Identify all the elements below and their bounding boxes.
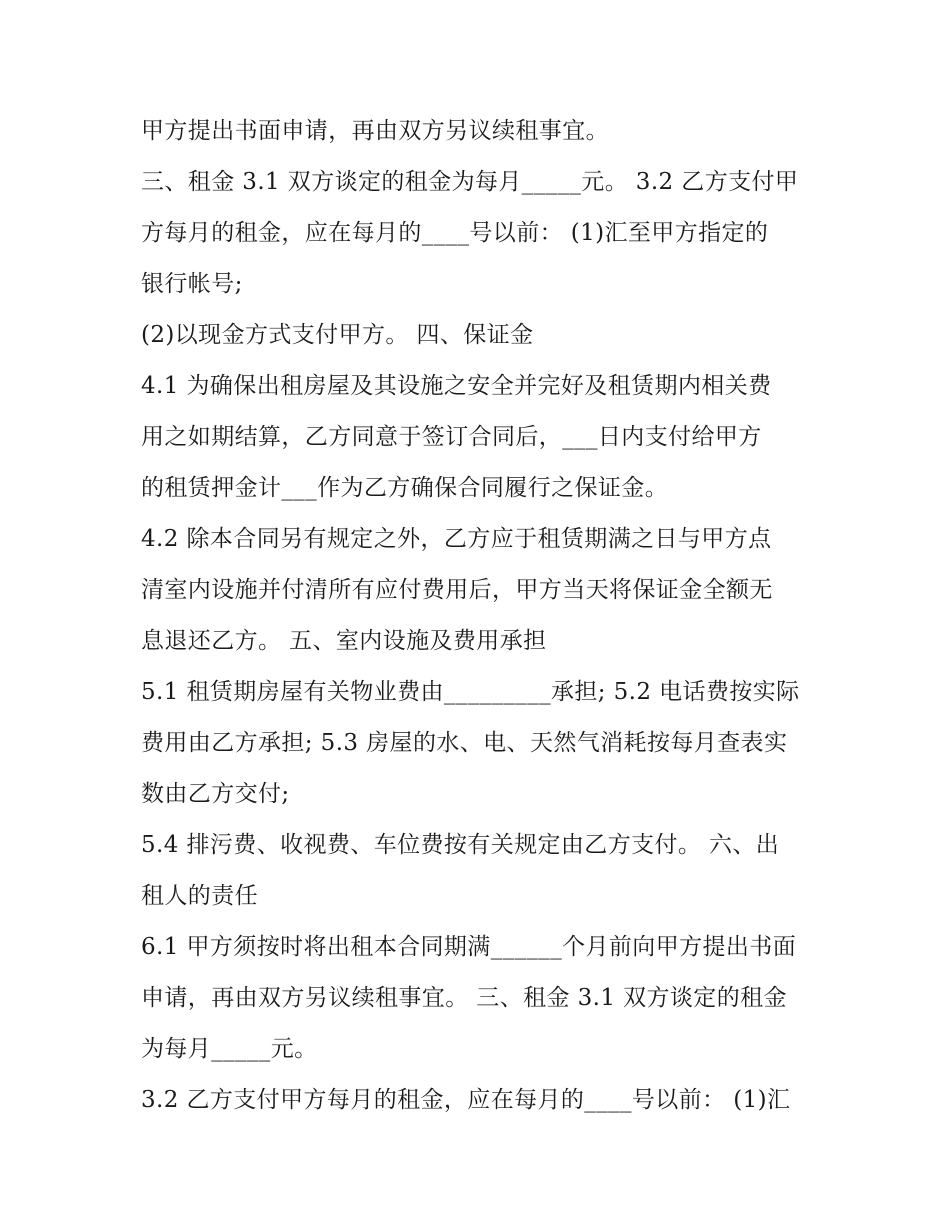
text-line: 6.1 甲方须按时将出租本合同期满______个月前向甲方提出书面	[141, 934, 797, 960]
text-line: 3.2 乙方支付甲方每月的租金，应在每月的____号以前： (1)汇	[141, 1087, 791, 1113]
text-line: 息退还乙方。 五、室内设施及费用承担	[141, 628, 547, 654]
text-line: 数由乙方交付;	[141, 781, 290, 807]
text-line: (2)以现金方式支付甲方。 四、保证金	[141, 322, 534, 348]
document-body	[141, 106, 821, 1126]
text-line: 4.1 为确保出租房屋及其设施之安全并完好及租赁期内相关费	[141, 373, 772, 399]
text-line: 方每月的租金，应在每月的____号以前： (1)汇至甲方指定的	[141, 220, 769, 246]
text-line: 用之如期结算，乙方同意于签订合同后，___日内支付给甲方	[141, 424, 762, 450]
text-line: 三、租金 3.1 双方谈定的租金为每月_____元。 3.2 乙方支付甲	[141, 169, 799, 195]
text-line: 清室内设施并付清所有应付费用后，甲方当天将保证金全额无	[141, 577, 773, 603]
text-line: 的租赁押金计___作为乙方确保合同履行之保证金。	[141, 475, 669, 501]
text-line: 银行帐号;	[141, 271, 243, 297]
text-line: 为每月_____元。	[141, 1036, 318, 1062]
text-line: 甲方提出书面申请，再由双方另议续租事宜。	[141, 118, 609, 144]
text-line: 5.4 排污费、收视费、车位费按有关规定由乙方支付。 六、出	[141, 832, 780, 858]
text-line: 4.2 除本合同另有规定之外，乙方应于租赁期满之日与甲方点	[141, 526, 772, 552]
text-line: 5.1 租赁期房屋有关物业费由_________承担; 5.2 电话费按实际	[141, 679, 800, 705]
text-line: 费用由乙方承担; 5.3 房屋的水、电、天然气消耗按每月查表实	[141, 730, 788, 756]
text-line: 申请，再由双方另议续租事宜。 三、租金 3.1 双方谈定的租金	[141, 985, 787, 1011]
text-line: 租人的责任	[141, 883, 258, 909]
